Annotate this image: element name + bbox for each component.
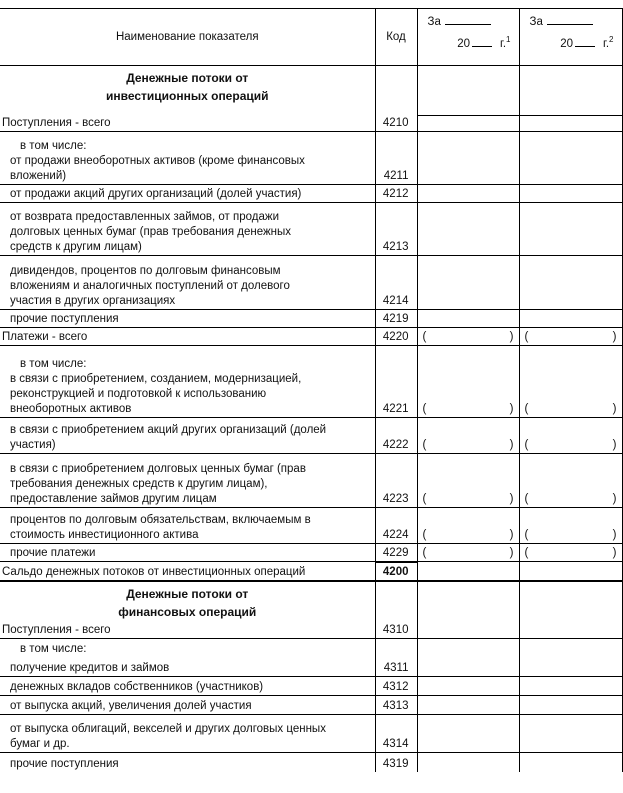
table-row — [0, 715, 622, 753]
row-code: 4311 — [375, 639, 417, 677]
value-cell[interactable]: ( ) — [417, 508, 519, 544]
row-code: 4210 — [375, 116, 417, 132]
table-row — [0, 418, 622, 454]
row-code: 4312 — [375, 677, 417, 696]
row-label: в том числе: от продажи внеоборотных активов (кроме финансовых вложений) — [0, 132, 375, 185]
table-row-balance — [0, 562, 622, 581]
row-code: 4220 — [375, 328, 417, 346]
value-cell[interactable]: ( ) — [519, 508, 622, 544]
table-row — [0, 116, 622, 132]
row-label: от выпуска акций, увеличения долей участия — [0, 696, 375, 715]
header-period-1: За 20 г.$^1$ — [417, 9, 519, 66]
row-label: Сальдо денежных потоков от инвестиционных операций — [0, 562, 375, 581]
header-period-2: За 20 г.$^2$ — [519, 9, 622, 66]
header-name: Наименование показателя — [0, 9, 375, 66]
value-cell[interactable]: ( ) — [519, 544, 622, 562]
value-cell[interactable]: ( ) — [417, 454, 519, 508]
row-code: 4214 — [375, 256, 417, 310]
value-cell[interactable]: ( ) — [519, 454, 622, 508]
row-code: 4213 — [375, 203, 417, 256]
table-row — [0, 753, 622, 772]
table-row — [0, 621, 622, 639]
row-label: прочие поступления — [10, 757, 119, 770]
row-label: процентов по долговым обязательствам, включаемым в стоимость инвестиционного актива — [0, 508, 375, 544]
row-code: 4314 — [375, 715, 417, 753]
row-code: 4211 — [375, 132, 417, 185]
row-code: 4310 — [375, 621, 417, 639]
table-row — [0, 508, 622, 544]
value-cell[interactable]: ( ) — [417, 346, 519, 418]
table-row — [0, 346, 622, 418]
row-code: 4219 — [375, 310, 417, 328]
row-label: прочие платежи — [0, 544, 375, 562]
row-label: в связи с приобретением акций других организаций (долей участия) — [0, 418, 375, 454]
value-cell[interactable]: ( ) — [519, 328, 622, 346]
row-code: 4223 — [375, 454, 417, 508]
table-row — [0, 185, 622, 203]
row-label: в связи с приобретением долговых ценных бумаг (прав требования денежных средств к другим лицам), предоставление займов другим лицам — [0, 454, 375, 508]
table-row — [0, 310, 622, 328]
value-cell[interactable]: ( ) — [417, 328, 519, 346]
section-title-financing — [0, 581, 622, 621]
row-code: 4212 — [375, 185, 417, 203]
section-title: Денежные потоки от финансовых операций — [118, 586, 257, 619]
row-label: от возврата предоставленных займов, от продажи долговых ценных бумаг (прав требования денежных средств к другим лицам) — [0, 203, 375, 256]
value-cell[interactable]: ( ) — [417, 544, 519, 562]
table-row — [0, 256, 622, 310]
row-code: 4200 — [375, 562, 417, 581]
row-code: 4224 — [375, 508, 417, 544]
table-row — [0, 454, 622, 508]
cash-flow-table — [0, 8, 623, 772]
value-cell[interactable]: ( ) — [519, 346, 622, 418]
row-label: в том числе: в связи с приобретением, созданием, модернизацией, реконструкцией и подготовкой к использованию внеоборотных активов — [0, 346, 375, 418]
row-label: денежных вкладов собственников (участников) — [0, 677, 375, 696]
header-code: Код — [375, 9, 417, 66]
row-code: 4313 — [375, 696, 417, 715]
row-code: 4229 — [375, 544, 417, 562]
row-label: Поступления - всего — [0, 116, 375, 132]
header-row — [0, 9, 622, 66]
table-row — [0, 639, 622, 677]
table-row — [0, 677, 622, 696]
table-row — [0, 203, 622, 256]
value-cell[interactable]: ( ) — [519, 418, 622, 454]
row-label: от выпуска облигаций, векселей и других долговых ценных бумаг и др. — [0, 715, 375, 753]
value-cell[interactable]: ( ) — [417, 418, 519, 454]
section-title: Денежные потоки от инвестиционных операций — [105, 71, 269, 103]
row-label: Поступления - всего — [0, 621, 375, 639]
row-label: Платежи - всего — [0, 328, 375, 346]
row-code: 4319 — [375, 753, 417, 772]
table-row — [0, 328, 622, 346]
row-label: в том числе: получение кредитов и займов — [0, 639, 375, 677]
row-label: прочие поступления — [0, 310, 375, 328]
table-row — [0, 544, 622, 562]
section-title-investing — [0, 66, 622, 116]
table-row — [0, 132, 622, 185]
row-code: 4222 — [375, 418, 417, 454]
row-label: от продажи акций других организаций (долей участия) — [0, 185, 375, 203]
table-row — [0, 696, 622, 715]
row-code: 4221 — [375, 346, 417, 418]
row-label: дивидендов, процентов по долговым финансовым вложениям и аналогичных поступлений от долевого участия в других организациях — [0, 256, 375, 310]
